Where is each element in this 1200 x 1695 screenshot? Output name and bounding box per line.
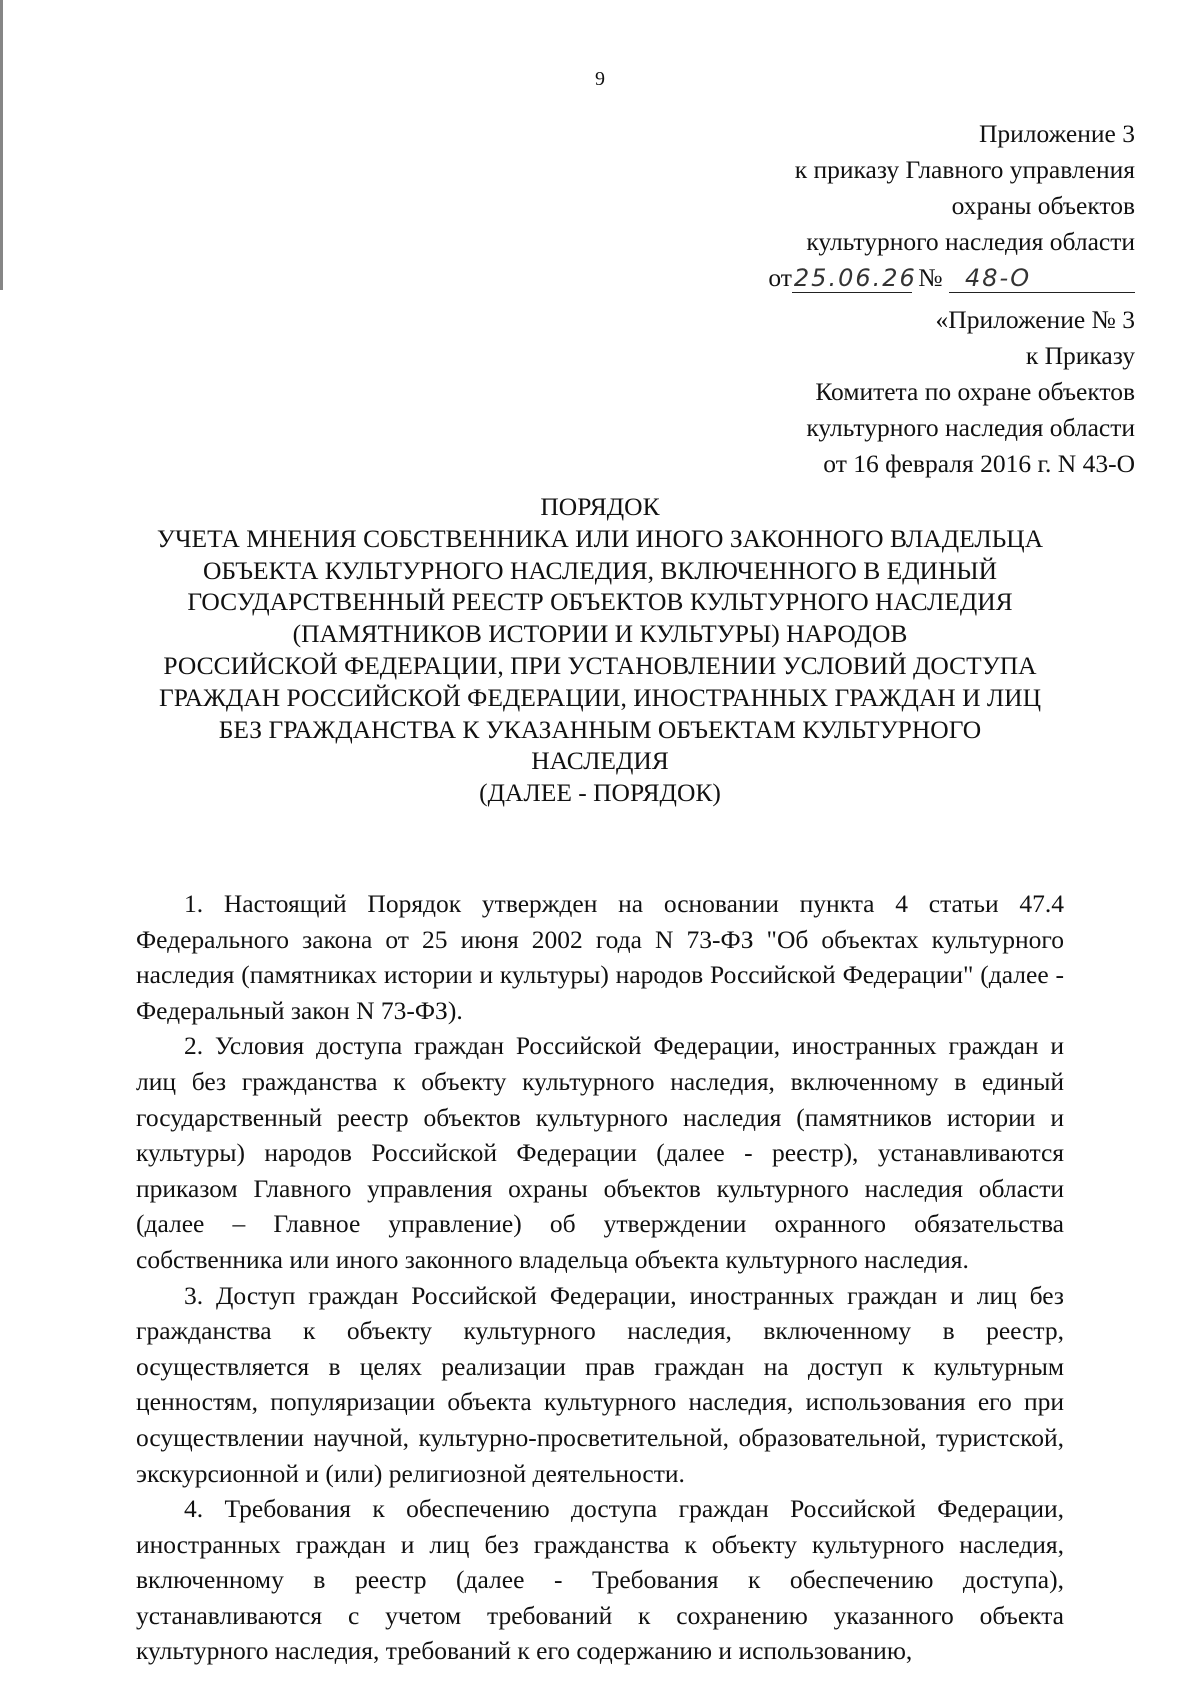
paragraph: 3. Доступ граждан Российской Федерации, иностранных граждан и лиц без гражданства к объекту культурного наследия, включенному в реестр, осуществляется в целях реализации прав граждан на доступ к культурным ценностям, популяризации объекта культурного наследия, использования его при осуществлении научной, культурно-просветительной, образовательной, туристской, экскурсионной и (или) религиозной деятельности.	[136, 1280, 1064, 1488]
previous-appendix-line: к Приказу	[1025, 341, 1135, 370]
document-title	[100, 491, 1100, 809]
previous-appendix-line: «Приложение № 3	[935, 305, 1135, 334]
order-prefix: от	[768, 263, 792, 292]
title-line: (ПАМЯТНИКОВ ИСТОРИИ И КУЛЬТУРЫ) НАРОДОВ	[292, 619, 908, 649]
title-line: ОБЪЕКТА КУЛЬТУРНОГО НАСЛЕДИЯ, ВКЛЮЧЕННОГО В ЕДИНЫЙ	[202, 555, 998, 585]
handwritten-order-number: 48-О	[949, 264, 1135, 293]
paragraph: 1. Настоящий Порядок утвержден на основании пункта 4 статьи 47.4 Федерального закона от 25 июня 2002 года N 73-ФЗ "Об объектах культурного наследия (памятниках истории и культуры) народов Российской Федерации" (далее - Федеральный закон N 73-ФЗ).	[136, 889, 1064, 1025]
title-line: РОССИЙСКОЙ ФЕДЕРАЦИИ, ПРИ УСТАНОВЛЕНИИ УСЛОВИЙ ДОСТУПА	[163, 650, 1037, 680]
appendix-header-line: культурного наследия области	[806, 227, 1135, 256]
previous-appendix-line: культурного наследия области	[806, 413, 1135, 442]
document-body	[136, 886, 1064, 1669]
appendix-header	[615, 116, 1135, 296]
title-line: ГРАЖДАН РОССИЙСКОЙ ФЕДЕРАЦИИ, ИНОСТРАННЫХ ГРАЖДАН И ЛИЦ	[159, 682, 1041, 712]
title-line: УЧЕТА МНЕНИЯ СОБСТВЕННИКА ИЛИ ИНОГО ЗАКОННОГО ВЛАДЕЛЬЦА	[156, 523, 1044, 553]
page-number: 9	[595, 68, 605, 90]
order-date-number-line	[615, 260, 1135, 296]
order-number-sign: №	[918, 263, 943, 292]
title-line: (ДАЛЕЕ - ПОРЯДОК)	[479, 778, 721, 808]
title-line: ПОРЯДОК	[540, 492, 660, 521]
handwritten-order-date: 25.06.26	[793, 264, 917, 292]
paragraph: 4. Требования к обеспечению доступа граждан Российской Федерации, иностранных граждан и лиц без гражданства к объекту культурного наследия, включенному в реестр (далее - Требования к обеспечению доступа), устанавливаются с учетом требований к сохранению указанного объекта культурного наследия, требований к его содержанию и использованию,	[136, 1494, 1064, 1666]
previous-appendix-header	[615, 302, 1135, 482]
title-line: НАСЛЕДИЯ	[531, 746, 669, 776]
title-line: БЕЗ ГРАЖДАНСТВА К УКАЗАННЫМ ОБЪЕКТАМ КУЛЬТУРНОГО	[218, 714, 982, 744]
paragraph: 2. Условия доступа граждан Российской Федерации, иностранных граждан и лиц без гражданства к объекту культурного наследия, включенному в единый государственный реестр объектов культурного наследия (памятников истории и культуры) народов Российской Федерации (далее - реестр), устанавливаются приказом Главного управления охраны объектов культурного наследия области (далее – Главное управление) об утверждении охранного обязательства собственника или иного законного владельца объекта культурного наследия.	[136, 1031, 1064, 1274]
title-line: ГОСУДАРСТВЕННЫЙ РЕЕСТР ОБЪЕКТОВ КУЛЬТУРНОГО НАСЛЕДИЯ	[187, 587, 1013, 617]
previous-appendix-line: Комитета по охране объектов	[815, 377, 1135, 406]
previous-appendix-line: от 16 февраля 2016 г. N 43-О	[823, 449, 1135, 478]
appendix-header-line: охраны объектов	[951, 191, 1135, 220]
appendix-header-line: к приказу Главного управления	[794, 155, 1135, 184]
scan-edge-mark	[0, 0, 3, 290]
appendix-header-line: Приложение 3	[979, 119, 1135, 148]
